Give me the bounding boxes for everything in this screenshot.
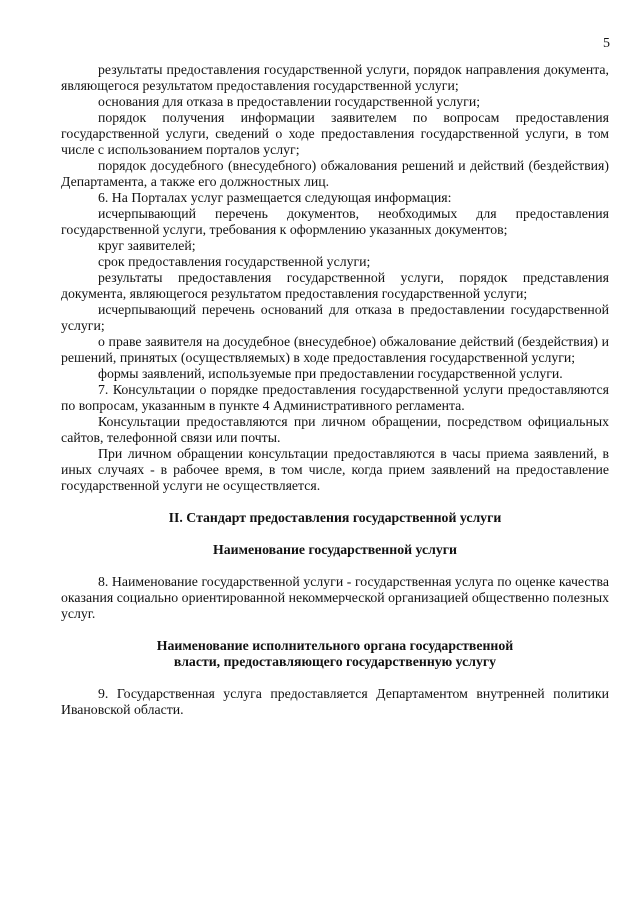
paragraph: основания для отказа в предоставлении государственной услуги; bbox=[98, 94, 481, 109]
paragraph: срок предоставления государственной услуги; bbox=[98, 254, 371, 269]
paragraph: Консультации предоставляются при личном обращении, посредством официальных сайтов, телефонной связи или почты. bbox=[61, 414, 609, 445]
paragraph: исчерпывающий перечень оснований для отказа в предоставлении государственной услуги; bbox=[61, 302, 609, 333]
spacer bbox=[61, 670, 609, 686]
subsection-title-line: Наименование исполнительного органа государственной bbox=[156, 638, 514, 653]
paragraph: При личном обращении консультации предоставляются в часы приема заявлений, в иных случаях - в рабочее время, в том числе, когда прием заявлений на предоставление государственной услуги не осуществляется. bbox=[61, 446, 609, 493]
paragraph: порядок досудебного (внесудебного) обжалования решений и действий (бездействия) Департамента, а также его должностных лиц. bbox=[61, 158, 609, 189]
spacer bbox=[61, 494, 609, 510]
paragraph: 7. Консультации о порядке предоставления государственной услуги предоставляются по вопросам, указанным в пункте 4 Административного регламента. bbox=[61, 382, 609, 413]
paragraph: 8. Наименование государственной услуги - государственная услуга по оценке качества оказания социально ориентированной некоммерческой организацией общественно полезных услуг. bbox=[61, 574, 609, 621]
spacer bbox=[61, 622, 609, 638]
subsection-title: Наименование государственной услуги bbox=[213, 542, 457, 557]
paragraph: результаты предоставления государственной услуги, порядок представления документа, являющегося результатом предоставления государственной услуги; bbox=[61, 270, 609, 301]
page-number: 5 bbox=[603, 36, 610, 51]
paragraph: круг заявителей; bbox=[98, 238, 196, 253]
paragraph: 6. На Порталах услуг размещается следующая информация: bbox=[98, 190, 452, 205]
subsection-title-line: власти, предоставляющего государственную услугу bbox=[173, 654, 497, 669]
paragraph: формы заявлений, используемые при предоставлении государственной услуги. bbox=[98, 366, 563, 381]
paragraph: порядок получения информации заявителем по вопросам предоставления государственной услуги, сведений о ходе предоставления государственной услуги, в том числе с использованием порталов услуг; bbox=[61, 110, 609, 157]
paragraph: исчерпывающий перечень документов, необходимых для предоставления государственной услуги, требования к оформлению указанных документов; bbox=[61, 206, 609, 237]
spacer bbox=[61, 558, 609, 574]
paragraph: результаты предоставления государственной услуги, порядок направления документа, являющегося результатом предоставления государственной услуги; bbox=[61, 62, 609, 93]
spacer bbox=[61, 526, 609, 542]
subsection-title bbox=[61, 638, 609, 670]
paragraph: о праве заявителя на досудебное (внесудебное) обжалование действий (бездействия) и решений, принятых (осуществляемых) в ходе предоставления государственной услуги; bbox=[61, 334, 609, 365]
document-body bbox=[61, 62, 609, 718]
section-title: II. Стандарт предоставления государственной услуги bbox=[168, 510, 502, 525]
paragraph: 9. Государственная услуга предоставляется Департаментом внутренней политики Ивановской области. bbox=[61, 686, 609, 717]
